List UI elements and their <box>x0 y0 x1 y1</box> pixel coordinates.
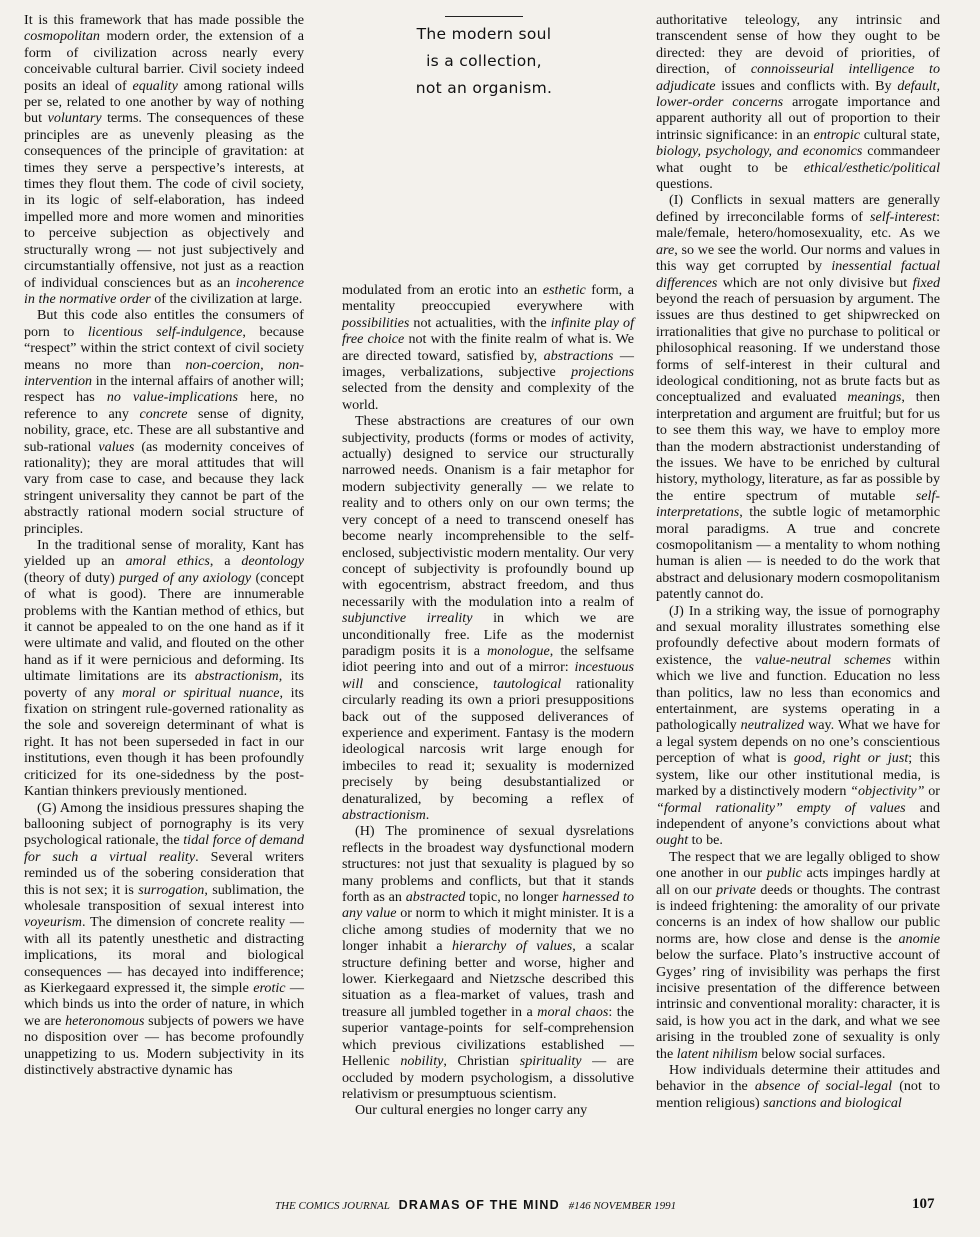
pull-quote-line: is a collection, <box>426 52 542 70</box>
paragraph: Our cultural energies no longer carry any <box>355 1102 588 1119</box>
section-title: DRAMAS OF THE MIND <box>398 1198 560 1212</box>
paragraph: The respect that we are legally obliged to show one another in our public acts impinges hardly at all on our private deeds or thoughts. The contrast is indeed frightening: the amorality of our private concerns is an index of how shallow our public norms are, how close and dense is the anomie below the surface. Plato’s instructive account of Gyges’ ring of invisibility was perhaps the first incisive presentation of the difference between intrinsic and conventional morality: character, it is said, is how you act in the dark, and what we see arising in the troubled zone of sexuality is only the latent nihilism below social surfaces. <box>656 848 941 1062</box>
page-footer <box>0 1196 980 1220</box>
paragraph: But this code also entitles the consumers of porn to licentious self-indulgence, because “respect” within the strict context of civil society means no more than non-coercion, non-intervention in the internal affairs of another will; respect has no value-implications here, no reference to any concrete sense of dignity, nobility, grace, etc. These are all substantive and sub-rational values (as modernity conceives of rationality); they are moral attitudes that will vary from case to case, and because they lack stringent universality they cannot be part of the abstractly rational modern social structure of principles. <box>24 307 305 537</box>
pull-quote-line: The modern soul <box>416 25 552 43</box>
article-column-2 <box>342 282 634 1119</box>
paragraph: modulated from an erotic into an esthetic form, a mentality preoccupied everywhere with possibilities not actualities, with the infinite play of free choice not with the finite realm of what is. We are directed toward, satisfied by, abstractions — images, verbalizations, subjective projections selected from the density and complexity of the world. <box>342 282 634 413</box>
paragraph: authoritative teleology, any intrinsic and transcendent sense of how they ought to be directed: they are devoid of priorities, of direction, of connoisseurial intelligence to adjudicate issues and conflicts with. By default, lower-order concerns arrogate importance and apparent authority all out of proportion to their intrinsic significance: in an entropic cultural state, biology, psychology, and economics commandeer what ought to be ethical/esthetic/political questions. <box>656 12 940 193</box>
paragraph: (I) Conflicts in sexual matters are generally defined by irreconcilable forms of self-interest: male/female, hetero/homosexuality, etc. As we are, so we see the world. Our norms and values in this way get corrupted by inessential factual differences which are not only divisive but fixed beyond the reach of persuasion by argument. The issues are thus destined to get shipwrecked on irrationalities that give no purchase to political or philosophical reasoning. If we understand those forms of self-interest in their cultural and ideological conditioning, not as brute facts but as conceptualized and evaluated meanings, then interpretation and argument are fruitful; but for us to see them this way, we have to employ more than the modern abstractionist understanding of the issues. We have to be enriched by cultural history, mythology, literature, as far as possible by the entire spectrum of mutable self-interpretations, the subtle logic of metamorphic moral paradigms. A true and concrete cosmopolitanism — a mentality to whom nothing human is alien — is needed to do the work that abstract and delusionary modern cosmopolitanism patently cannot do. <box>656 192 940 603</box>
pull-quote <box>384 16 584 102</box>
article-column-1 <box>24 12 304 1078</box>
article-column-3 <box>656 12 940 1111</box>
paragraph: (H) The prominence of sexual dysrelations reflects in the broadest way dysfunctional modern structures: not just that sexuality is plagued by so many problems and conflicts, but that it stands forth as an abstracted topic, no longer harnessed to any value or norm to which it might minister. It is a cliche among studies of modernity that we no longer inhabit a hierarchy of values, a scalar structure defining better and worse, higher and lower. Kierkegaard and Nietzsche described this situation as a flea-market of values, trash and treasure all jumbled together in a moral chaos: the superior vantage-points for self-comprehension which previous civilizations established — Hellenic nobility, Christian spirituality — are occluded by modern psychologism, a dissolutive relativism or presumptuous scientism. <box>342 823 635 1102</box>
pull-quote-line: not an organism. <box>415 79 553 97</box>
issue-info: #146 NOVEMBER 1991 <box>568 1200 677 1212</box>
pull-quote-rule <box>445 16 523 17</box>
page-number: 107 <box>912 1196 935 1212</box>
paragraph: How individuals determine their attitudes and behavior in the absence of social-legal (not to mention religious) sanctions and biological <box>656 1062 940 1111</box>
footer-line <box>275 1198 676 1212</box>
paragraph: In the traditional sense of morality, Kant has yielded up an amoral ethics, a deontology (theory of duty) purged of any axiology (concept of what is good). There are innumerable problems with the Kantian method of ethics, but it cannot be appealed to on the one hand as if it were ultimate and valid, and flouted on the other hand as if it were pernicious and deforming. Its ultimate limitations are its abstractionism, its poverty of any moral or spiritual nuance, its fixation on stringent rule-governed rationality as the sole and sovereign determinant of what is right. It has not been superseded in fact in our institutions, even though it has been profoundly criticized for its one-sidedness by the post-Kantian thinkers previously mentioned. <box>24 537 304 800</box>
paragraph: (G) Among the insidious pressures shaping the ballooning subject of pornography is its very psychological rationale, the tidal force of demand for such a virtual reality. Several writers reminded us of the sobering consideration that this is not sex; it is surrogation, sublimation, the wholesale transposition of sexual interest into voyeurism. The dimension of concrete reality — with all its patently unesthetic and distracting implications, its moral and biological consequences — has decayed into indifference; as Kierkegaard expressed it, the simple erotic — which binds us into the order of nature, in which we are heteronomous subjects of powers we have no disposition over — has become profoundly unappetizing to us. Modern subjectivity in its distinctively abstractive dynamic has <box>24 799 305 1078</box>
paragraph: It is this framework that has made possible the cosmopolitan modern order, the extension of a form of civilization across nearly every conceivable cultural barrier. Civil society indeed posits an ideal of equality among rational wills per se, related to one another by way of nothing but voluntary terms. The consequences of these principles are as unevenly pleasing as the consequences of the principle of gravitation: at times they serve a perspective’s interests, at times they flout them. The code of civil society, in its logic of self-elaboration, has indeed impelled more and more women and minorities to perceive subjection as objectively and structurally wrong — not just subjectively and circumstantially offensive, not just as a reaction of individual consciences but as an incoherence in the normative order of the civilization at large. <box>24 12 305 307</box>
paragraph: These abstractions are creatures of our own subjectivity, products (forms or modes of activity, actually) designed to service our structurally narrowed needs. Onanism is a fair metaphor for modern subjectivity generally — we relate to reality and to others only on our own terms; the very concept of a need to transcend oneself has become nearly incomprehensible to the self-enclosed, subjectivistic modern mentality. Our very concept of subjectivity is profoundly bound up with egocentrism, abstract freedom, and thus necessarily with the modulation into a realm of subjunctive irreality in which we are unconditionally free. Life as the modernist paradigm posits it is a monologue, the selfsame idiot peering into and out of a mirror: incestuous will and conscience, tautological rationality circularly reading its own a priori presuppositions back out of the supposed deliverances of experience and experiment. Fantasy is the modern ideological narcosis writ large enough for imbeciles to read it; sexuality is modernized precisely by being desubstantialized or denaturalized, by becoming a reflex of abstractionism. <box>342 413 634 823</box>
paragraph: (J) In a striking way, the issue of pornography and sexual morality illustrates something else profoundly defective about modern formats of existence, the value-neutral schemes within which we live and function. Education no less than politics, law no less than economics and entertainment, are systems operating in a pathologically neutralized way. What we have for a legal system depends on no one’s conscientious perception of what is good, right or just; this system, like our other institutional media, is marked by a distinctively modern “objectivity” or “formal rationality” empty of values and independent of anyone’s convictions about what ought to be. <box>656 602 941 849</box>
journal-name: THE COMICS JOURNAL <box>275 1200 390 1212</box>
